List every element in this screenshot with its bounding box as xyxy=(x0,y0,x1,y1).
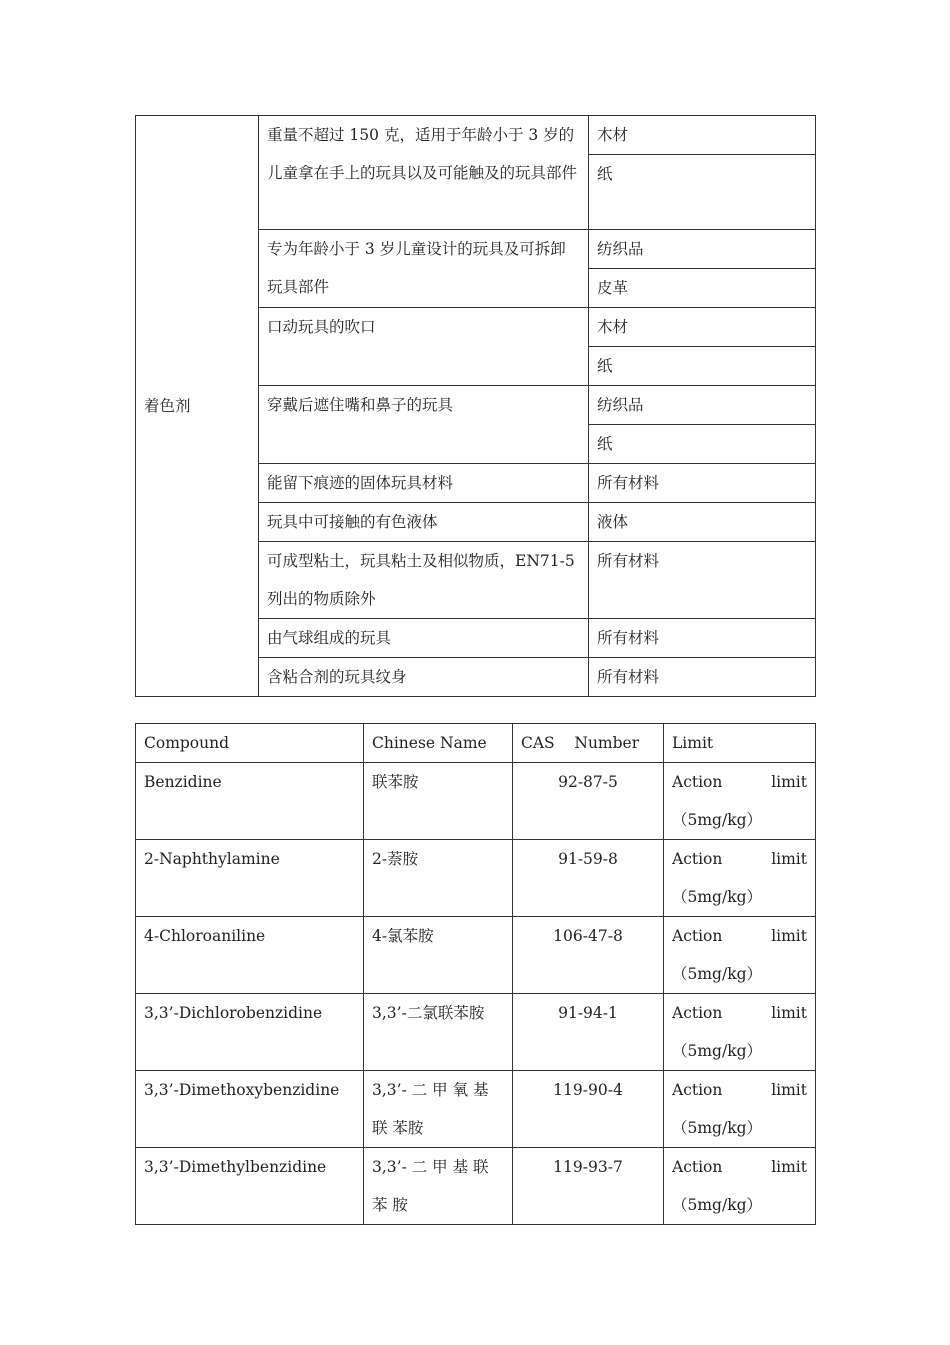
condition-cell: 能留下痕迹的固体玩具材料 xyxy=(259,464,589,503)
limit-action: Action xyxy=(672,850,723,868)
limit-word: limit xyxy=(771,850,807,868)
material-cell: 木材 xyxy=(589,116,816,155)
material-cell: 所有材料 xyxy=(589,464,816,503)
cas-number-cell: 106-47-8 xyxy=(513,917,664,994)
material-cell: 纸 xyxy=(589,425,816,464)
compound-cell: 3,3’-Dimethoxybenzidine xyxy=(136,1071,364,1148)
colorant-requirements-table xyxy=(135,115,816,697)
header-limit: Limit xyxy=(664,724,816,763)
table-row xyxy=(136,1071,816,1148)
limit-word: limit xyxy=(771,927,807,945)
limit-value: （5mg/kg） xyxy=(672,1042,763,1060)
compound-cell: 3,3’-Dichlorobenzidine xyxy=(136,994,364,1071)
limit-value: （5mg/kg） xyxy=(672,888,763,906)
aromatic-amines-table xyxy=(135,723,816,1225)
limit-cell xyxy=(664,763,816,840)
material-cell: 纸 xyxy=(589,155,816,230)
material-cell: 液体 xyxy=(589,503,816,542)
limit-cell xyxy=(664,1148,816,1225)
condition-cell: 穿戴后遮住嘴和鼻子的玩具 xyxy=(259,386,589,464)
condition-cell: 重量不超过 150 克，适用于年龄小于 3 岁的儿童拿在手上的玩具以及可能触及的玩具部件 xyxy=(259,116,589,230)
limit-action: Action xyxy=(672,1004,723,1022)
cas-number-cell: 119-90-4 xyxy=(513,1071,664,1148)
limit-cell xyxy=(664,840,816,917)
limit-action: Action xyxy=(672,1081,723,1099)
material-cell: 所有材料 xyxy=(589,619,816,658)
table-row xyxy=(136,1148,816,1225)
material-cell: 所有材料 xyxy=(589,542,816,619)
table-row xyxy=(136,840,816,917)
chinese-name-cell: 4-氯苯胺 xyxy=(364,917,513,994)
chinese-name-cell: 联苯胺 xyxy=(364,763,513,840)
cas-number-cell: 91-59-8 xyxy=(513,840,664,917)
compound-cell: 3,3’-Dimethylbenzidine xyxy=(136,1148,364,1225)
condition-cell: 含粘合剂的玩具纹身 xyxy=(259,658,589,697)
chinese-name-cell: 2-萘胺 xyxy=(364,840,513,917)
limit-value: （5mg/kg） xyxy=(672,965,763,983)
condition-cell: 由气球组成的玩具 xyxy=(259,619,589,658)
table-header-row xyxy=(136,724,816,763)
category-cell: 着色剂 xyxy=(136,116,259,697)
material-cell: 所有材料 xyxy=(589,658,816,697)
header-chinese-name: Chinese Name xyxy=(364,724,513,763)
chinese-name-cell: 3,3’- 二 甲 基 联 苯 胺 xyxy=(364,1148,513,1225)
limit-action: Action xyxy=(672,1158,723,1176)
limit-cell xyxy=(664,917,816,994)
chinese-name-cell: 3,3’-二氯联苯胺 xyxy=(364,994,513,1071)
header-cas-number: CAS Number xyxy=(513,724,664,763)
table-row xyxy=(136,763,816,840)
compound-cell: 2-Naphthylamine xyxy=(136,840,364,917)
table-row xyxy=(136,116,816,155)
limit-word: limit xyxy=(771,1004,807,1022)
cas-number-cell: 119-93-7 xyxy=(513,1148,664,1225)
limit-value: （5mg/kg） xyxy=(672,811,763,829)
limit-cell xyxy=(664,994,816,1071)
condition-cell: 专为年龄小于 3 岁儿童设计的玩具及可拆卸玩具部件 xyxy=(259,230,589,308)
cas-number-cell: 92-87-5 xyxy=(513,763,664,840)
condition-cell: 口动玩具的吹口 xyxy=(259,308,589,386)
limit-cell xyxy=(664,1071,816,1148)
limit-word: limit xyxy=(771,1081,807,1099)
limit-action: Action xyxy=(672,927,723,945)
limit-value: （5mg/kg） xyxy=(672,1196,763,1214)
table-row xyxy=(136,917,816,994)
material-cell: 木材 xyxy=(589,308,816,347)
condition-cell: 玩具中可接触的有色液体 xyxy=(259,503,589,542)
material-cell: 皮革 xyxy=(589,269,816,308)
limit-word: limit xyxy=(771,1158,807,1176)
table-row xyxy=(136,994,816,1071)
condition-cell: 可成型粘土，玩具粘土及相似物质，EN71-5 列出的物质除外 xyxy=(259,542,589,619)
chinese-name-cell: 3,3’- 二 甲 氧 基 联 苯胺 xyxy=(364,1071,513,1148)
cas-number-cell: 91-94-1 xyxy=(513,994,664,1071)
material-cell: 纺织品 xyxy=(589,230,816,269)
material-cell: 纸 xyxy=(589,347,816,386)
limit-action: Action xyxy=(672,773,723,791)
limit-word: limit xyxy=(771,773,807,791)
compound-cell: Benzidine xyxy=(136,763,364,840)
header-compound: Compound xyxy=(136,724,364,763)
limit-value: （5mg/kg） xyxy=(672,1119,763,1137)
compound-cell: 4-Chloroaniline xyxy=(136,917,364,994)
material-cell: 纺织品 xyxy=(589,386,816,425)
